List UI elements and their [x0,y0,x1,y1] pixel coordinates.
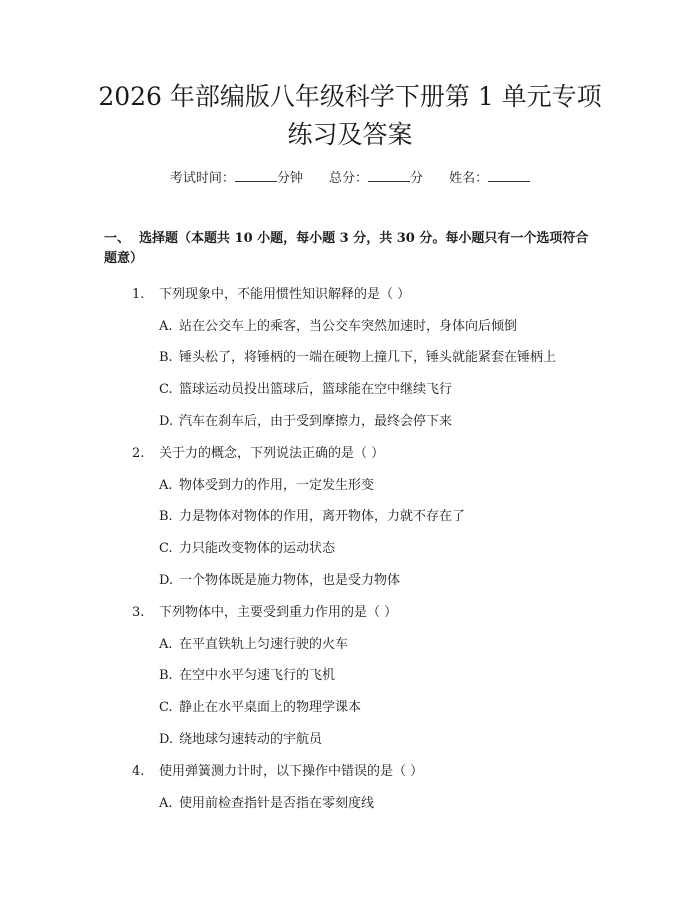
question-text: 使用弹簧测力计时，以下操作中错误的是（ ） [159,764,424,779]
question-text: 下列现象中，不能用惯性知识解释的是（ ） [159,287,411,302]
question-3-option-c [159,696,361,715]
exam-time [170,167,303,186]
option-text: 在平直铁轨上匀速行驶的火车 [179,637,349,652]
option-text: 在空中水平匀速飞行的飞机 [179,668,336,683]
question-number: 4. [132,764,145,779]
question-2-option-a [159,474,374,493]
option-text: 力只能改变物体的运动状态 [179,541,336,556]
question-4 [132,760,423,779]
exam-score-label: 总分： [328,171,368,186]
question-1-option-c [159,378,452,397]
exam-name [449,167,530,186]
option-label: C. [159,700,173,715]
exam-score [329,167,423,186]
exam-score-blank [368,169,410,182]
question-1-option-b [159,346,556,365]
option-text: 绕地球匀速转动的宇航员 [179,732,323,747]
exam-name-blank [488,169,530,182]
question-number: 2. [132,446,145,461]
question-1 [132,283,410,302]
option-label: B. [159,668,173,683]
option-label: C. [159,541,173,556]
exam-score-unit: 分 [410,171,424,186]
exam-time-blank [235,169,277,182]
option-label: D. [159,732,174,747]
option-label: A. [159,319,173,334]
option-label: A. [159,637,173,652]
option-text: 锤头松了，将锤柄的一端在硬物上撞几下，锤头就能紧套在锤柄上 [179,350,557,365]
document-title [60,78,640,154]
question-3 [132,601,397,620]
exam-time-unit: 分钟 [276,171,303,186]
section-text: 选择题（本题共 10 小题，每小题 3 分，共 30 分。每小题只有一个选项符合题意） [104,231,589,266]
option-label: A. [159,796,173,811]
question-number: 1. [132,287,145,302]
option-text: 物体受到力的作用，一定发生形变 [179,478,375,493]
question-2-option-b [159,505,465,524]
question-number: 3. [132,605,145,620]
option-label: B. [159,509,173,524]
option-text: 力是物体对物体的作用，离开物体，力就不存在了 [179,509,466,524]
option-label: A. [159,478,173,493]
question-text: 下列物体中，主要受到重力作用的是（ ） [159,605,398,620]
option-label: D. [159,414,174,429]
question-2-option-c [159,537,335,556]
question-text: 关于力的概念，下列说法正确的是（ ） [159,446,385,461]
exam-info [0,167,700,186]
question-4-option-a [159,792,374,811]
option-text: 站在公交车上的乘客，当公交车突然加速时，身体向后倾倒 [179,319,518,334]
option-label: D. [159,573,174,588]
option-label: B. [159,350,173,365]
title-line-2: 练习及答案 [287,120,413,149]
exam-time-label: 考试时间： [169,171,235,186]
exam-name-label: 姓名： [449,171,489,186]
section-number: 一、 [104,231,131,246]
option-text: 使用前检查指针是否指在零刻度线 [179,796,375,811]
question-3-option-d [159,728,322,747]
option-label: C. [159,382,173,397]
option-text: 静止在水平桌面上的物理学课本 [179,700,362,715]
title-line-1: 2026 年部编版八年级科学下册第 1 单元专项 [98,82,602,111]
question-3-option-b [159,664,335,683]
option-text: 一个物体既是施力物体，也是受力物体 [179,573,401,588]
question-2-option-d [159,569,400,588]
option-text: 汽车在刹车后，由于受到摩擦力，最终会停下来 [179,414,453,429]
question-3-option-a [159,633,348,652]
section-heading [104,229,594,269]
question-1-option-d [159,410,452,429]
option-text: 篮球运动员投出篮球后，篮球能在空中继续飞行 [179,382,453,397]
question-1-option-a [159,315,517,334]
question-2 [132,442,384,461]
